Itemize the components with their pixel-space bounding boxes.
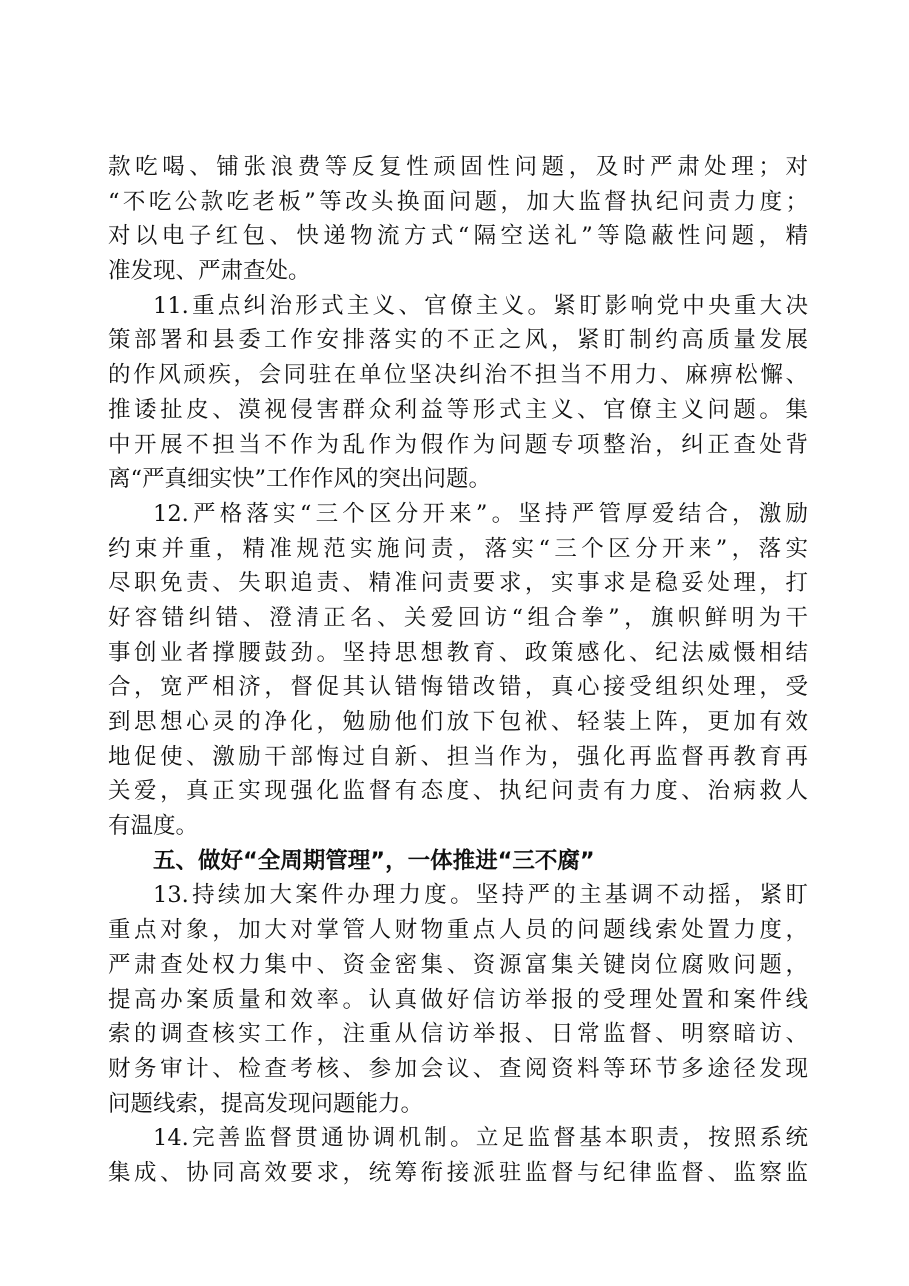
text-line: 好容错纠错、澄清正名、关爱回访“组合拳”，旗帜鲜明为干 (108, 604, 808, 631)
paragraph (108, 289, 808, 497)
text-line: 12.严格落实“三个区分开来”。坚持严管厚爱结合，激励 (153, 500, 808, 527)
text-line: 的作风顽疾，会同驻在单位坚决纠治不担当不用力、麻痹松懈、 (108, 362, 808, 389)
text-line: 策部署和县委工作安排落实的不正之风，紧盯制约高质量发展 (108, 327, 808, 354)
paragraph (108, 497, 808, 844)
text-line: 到思想心灵的净化，勉励他们放下包袱、轻装上阵，更加有效 (108, 709, 808, 735)
document-body (108, 150, 808, 1191)
text-line: 提高办案质量和效率。认真做好信访举报的受理处置和案件线 (108, 986, 808, 1013)
text-line: 推诿扯皮、漠视侵害群众利益等形式主义、官僚主义问题。集 (108, 396, 808, 423)
text-line: 13.持续加大案件办理力度。坚持严的主基调不动摇，紧盯 (153, 882, 808, 909)
text-line: 准发现、严肃查处。 (108, 258, 311, 285)
text-line: 离“严真细实快”工作作风的突出问题。 (108, 466, 492, 493)
text-line: 约束并重，精准规范实施问责，落实“三个区分开来”，落实 (108, 535, 808, 562)
text-line: 中开展不担当不作为乱作为假作为问题专项整治，纠正查处背 (108, 431, 808, 458)
text-line: 索的调查核实工作，注重从信访举报、日常监督、明察暗访、 (108, 1021, 808, 1048)
text-line: 尽职免责、失职追责、精准问责要求，实事求是稳妥处理，打 (108, 570, 808, 597)
paragraph (108, 878, 808, 1121)
text-line: 11.重点纠治形式主义、官僚主义。紧盯影响党中央重大决 (153, 292, 808, 319)
text-line: 14.完善监督贯通协调机制。立足监督基本职责，按照系统 (153, 1125, 808, 1152)
text-line: 集成、协同高效要求，统筹衔接派驻监督与纪律监督、监察监 (108, 1159, 808, 1186)
text-line: 事创业者撑腰鼓劲。坚持思想教育、政策感化、纪法威慑相结 (108, 639, 808, 666)
text-line: 严肃查处权力集中、资金密集、资源富集关键岗位腐败问题， (108, 951, 808, 978)
section-heading (108, 844, 808, 879)
text-line: 关爱，真正实现强化监督有态度、执纪问责有力度、治病救人 (108, 778, 808, 805)
text-line: 对以电子红包、快递物流方式“隔空送礼”等隐蔽性问题，精 (108, 223, 808, 250)
text-line: 合，宽严相济，督促其认错悔错改错，真心接受组织处理，受 (108, 674, 808, 701)
text-line: 地促使、激励干部悔过自新、担当作为，强化再监督再教育再 (108, 743, 808, 770)
paragraph (108, 150, 808, 289)
text-line: 财务审计、检查考核、参加会议、查阅资料等环节多途径发现 (108, 1055, 808, 1082)
text-line: 款吃喝、铺张浪费等反复性顽固性问题，及时严肃处理；对 (108, 154, 808, 180)
section-heading-text: 五、做好“全周期管理”，一体推进“三不腐” (153, 847, 595, 874)
paragraph (108, 1121, 808, 1190)
text-line: 有温度。 (108, 813, 199, 840)
text-line: “不吃公款吃老板”等改头换面问题，加大监督执纪问责力度； (108, 188, 808, 215)
text-line: 重点对象，加大对掌管人财物重点人员的问题线索处置力度， (108, 917, 808, 944)
text-line: 问题线索，提高发现问题能力。 (108, 1090, 424, 1117)
